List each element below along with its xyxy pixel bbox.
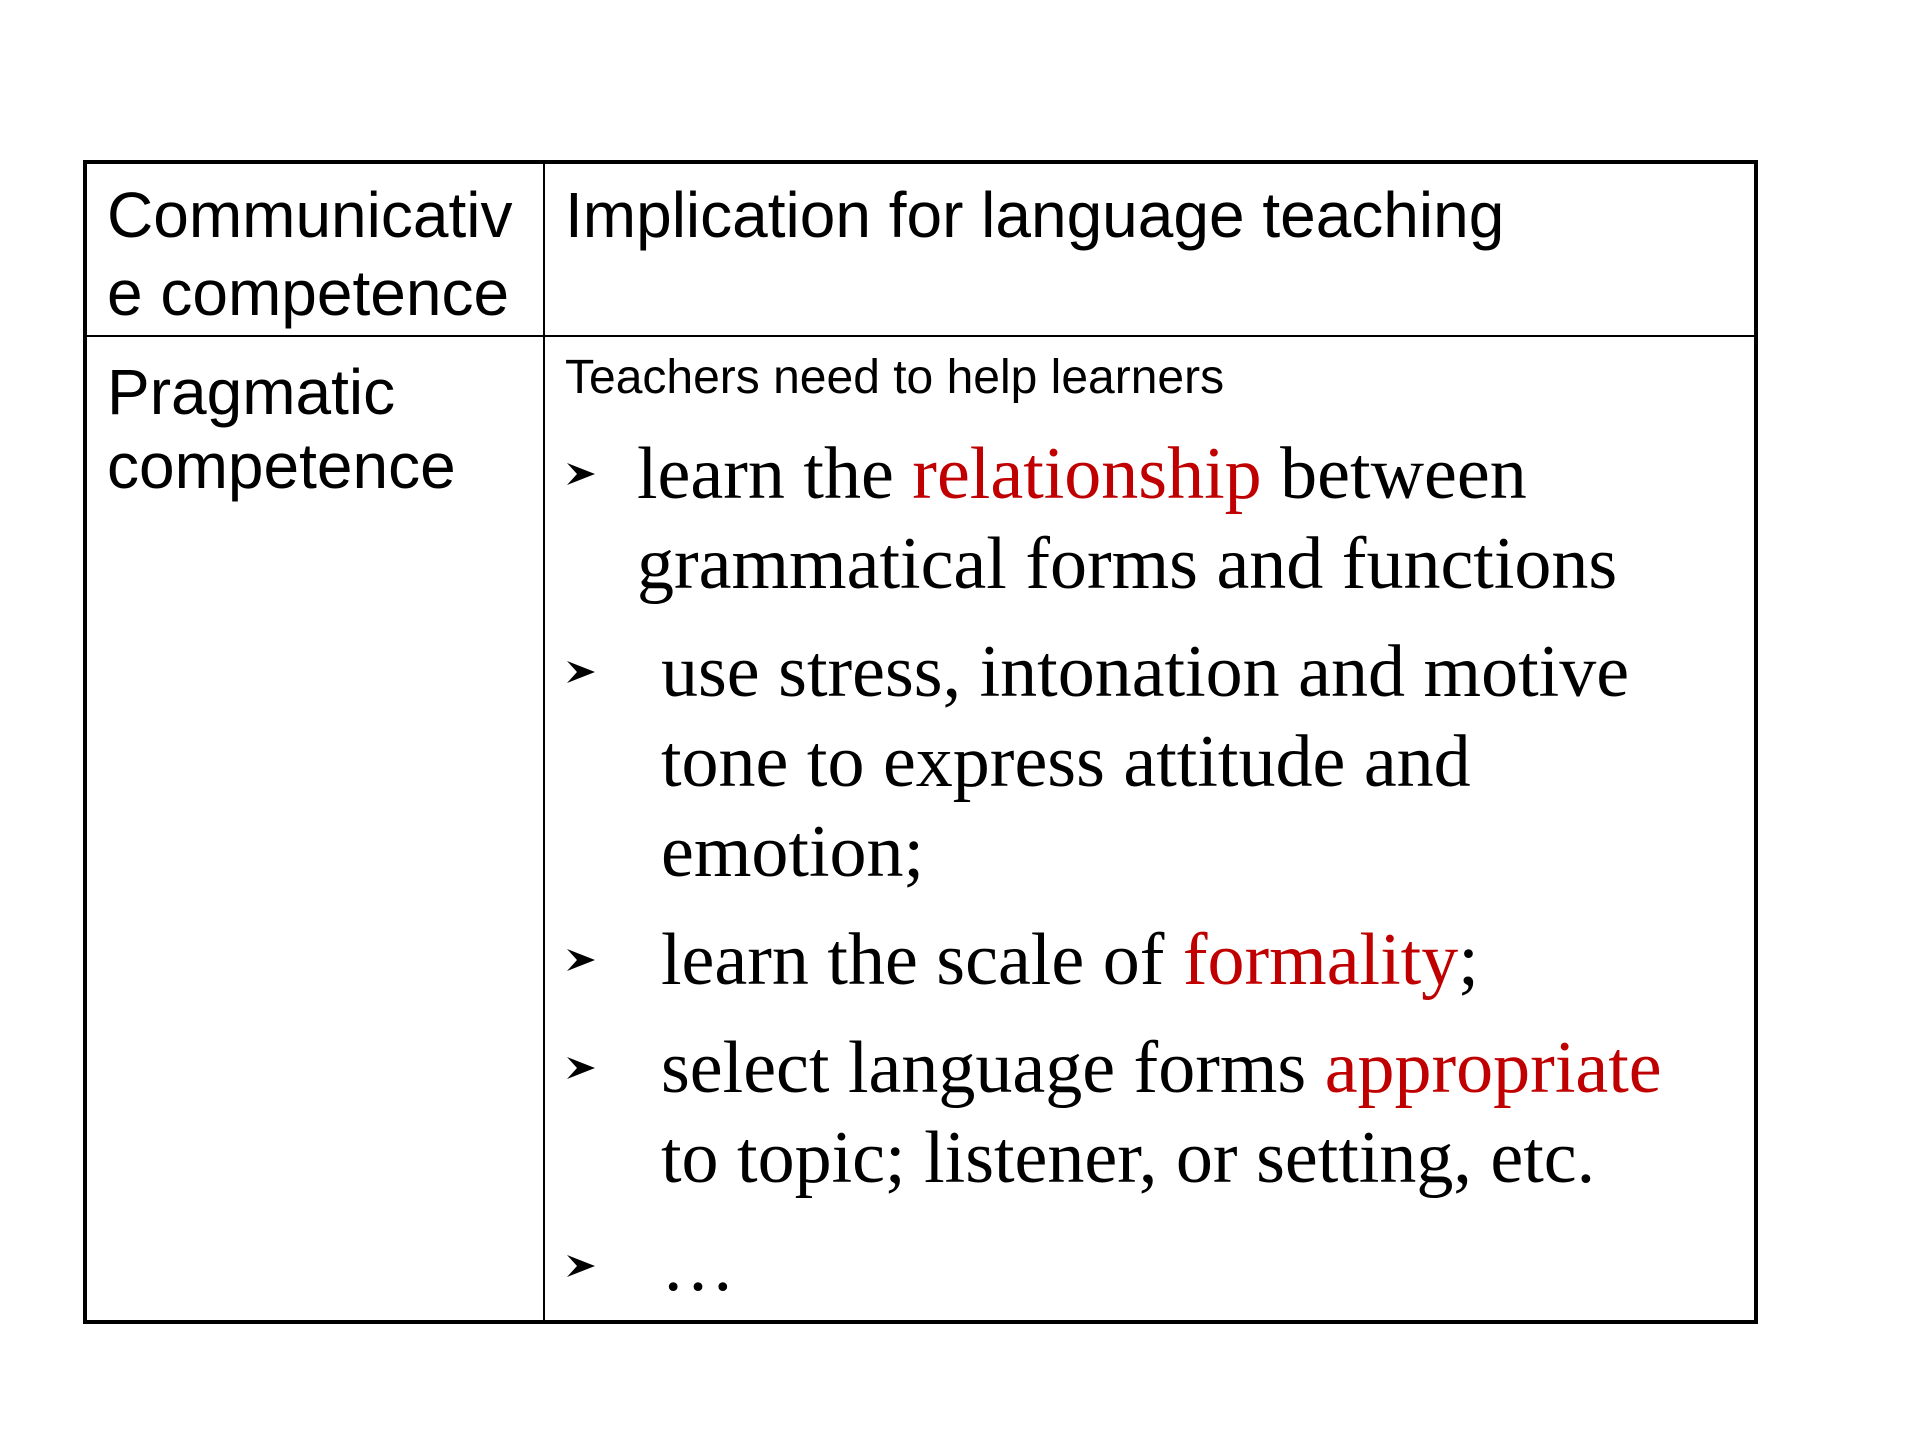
- arrow-bullet-icon: [565, 459, 597, 489]
- header-implication: Implication for language teaching: [565, 179, 1505, 251]
- bullet-text: select language forms: [661, 1027, 1325, 1109]
- competence-table: [83, 160, 1758, 1324]
- list-item: [565, 1221, 1725, 1311]
- list-item: [565, 1023, 1725, 1203]
- implication-list: [565, 429, 1725, 1329]
- header-cell-implication: [545, 164, 1754, 337]
- list-item: [565, 429, 1725, 609]
- arrow-bullet-icon: [565, 1251, 597, 1281]
- arrow-bullet-icon: [565, 945, 597, 975]
- list-item: [565, 915, 1725, 1005]
- bullet-text-after: to topic; listener, or setting, etc.: [661, 1117, 1596, 1199]
- bullet-text: …: [661, 1225, 735, 1307]
- header-competence: Communicative competence: [107, 179, 513, 329]
- bullet-highlight: appropriate: [1324, 1027, 1662, 1109]
- header-cell-competence: [87, 164, 545, 337]
- row-label-cell: [87, 337, 545, 1320]
- implication-cell: [545, 337, 1754, 1320]
- bullet-text-after: between grammatical forms and functions: [637, 433, 1618, 605]
- arrow-bullet-icon: [565, 1053, 597, 1083]
- implication-intro: Teachers need to help learners: [565, 351, 1225, 404]
- bullet-text: learn the: [637, 433, 913, 515]
- bullet-text: learn the scale of: [661, 919, 1183, 1001]
- bullet-highlight: relationship: [912, 433, 1262, 515]
- bullet-text: use stress, intonation and motive tone to express attitude and emotion;: [661, 631, 1630, 893]
- bullet-highlight: formality: [1182, 919, 1459, 1001]
- list-item: [565, 627, 1725, 897]
- bullet-text-after: ;: [1458, 919, 1479, 1001]
- arrow-bullet-icon: [565, 657, 597, 687]
- row-label-pragmatic: Pragmatic competence: [107, 356, 456, 502]
